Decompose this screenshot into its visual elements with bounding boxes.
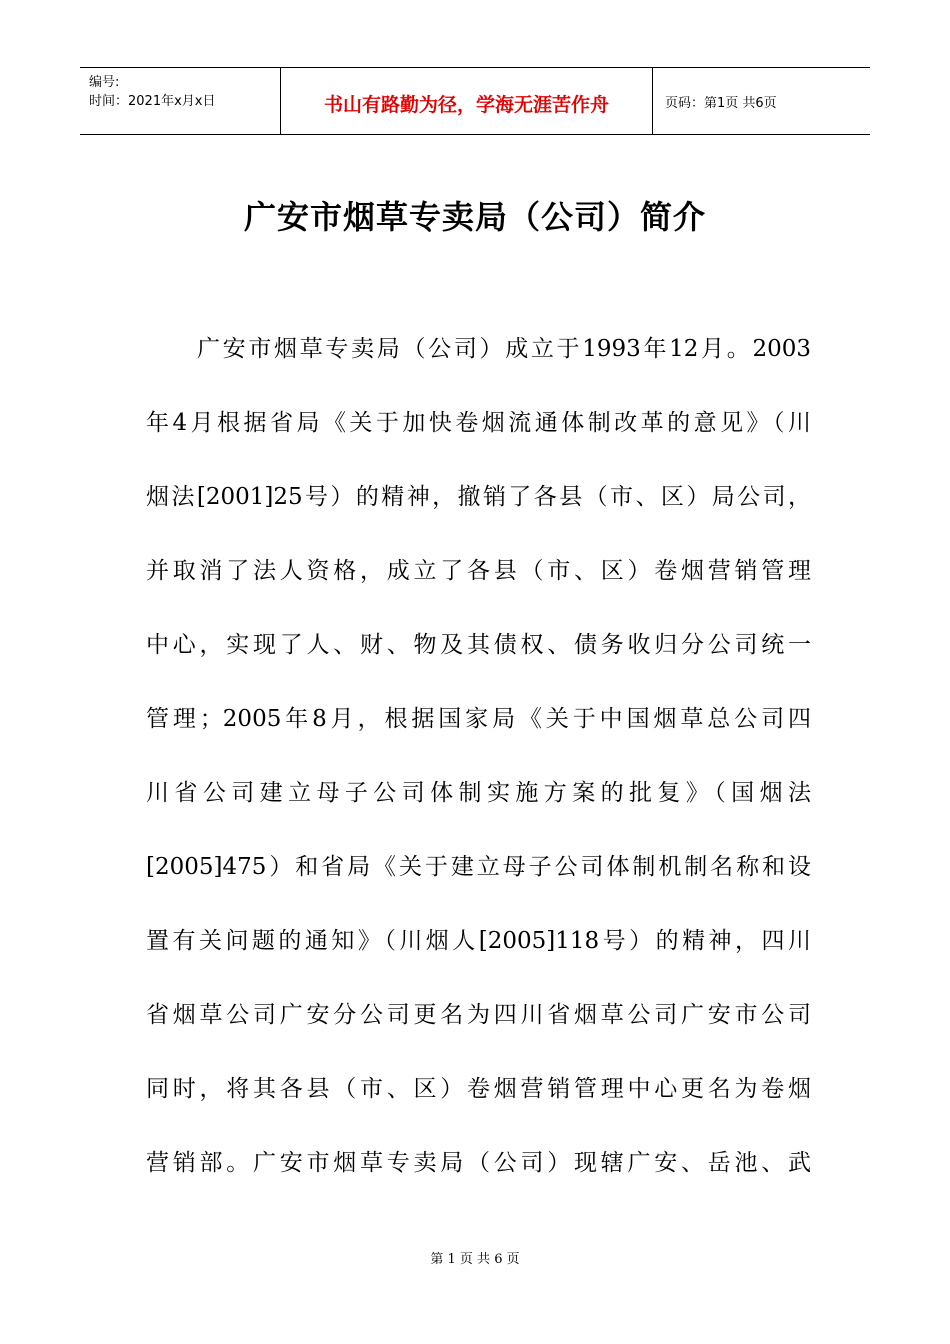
body-line: 营销部。广安市烟草专卖局（公司）现辖广安、岳池、武 [146,1150,811,1176]
page-footer: 第 1 页 共 6 页 [430,1252,520,1267]
body-line: 管理；2005年8月，根据国家局《关于中国烟草总公司四 [146,706,811,732]
document-header [80,67,870,135]
body-line: 同时，将其各县（市、区）卷烟营销管理中心更名为卷烟 [146,1076,811,1102]
body-line: [2005]475）和省局《关于建立母子公司体制机制名称和设 [146,854,811,880]
body-line: 广安市烟草专卖局（公司）成立于1993年12月。2003 [197,336,811,362]
body-line: 置有关问题的通知》（川烟人[2005]118号）的精神，四川 [146,928,811,954]
body-line: 中心，实现了人、财、物及其债权、债务收归分公司统一 [146,632,811,658]
body-line: 并取消了法人资格，成立了各县（市、区）卷烟营销管理 [146,558,811,584]
motto-text: 书山有路勤为径，学海无涯苦作舟 [323,93,609,116]
body-line: 省烟草公司广安分公司更名为四川省烟草公司广安市公司 [146,1002,811,1028]
header-meta-cell [80,68,281,134]
body-line: 川省公司建立母子公司体制实施方案的批复》（国烟法 [146,780,811,806]
body-line: 烟法[2001]25号）的精神，撤销了各县（市、区）局公司， [146,484,811,510]
time-label: 时间：2021年x月x日 [89,94,216,109]
header-page-info: 页码：第1页 共6页 [665,95,777,111]
document-title: 广安市烟草专卖局（公司）简介 [243,198,706,236]
body-line: 年4月根据省局《关于加快卷烟流通体制改革的意见》（川 [146,410,811,436]
document-body [146,312,811,1200]
header-page-cell [653,68,870,134]
header-motto-cell [281,68,653,134]
number-label: 编号: [89,75,120,90]
